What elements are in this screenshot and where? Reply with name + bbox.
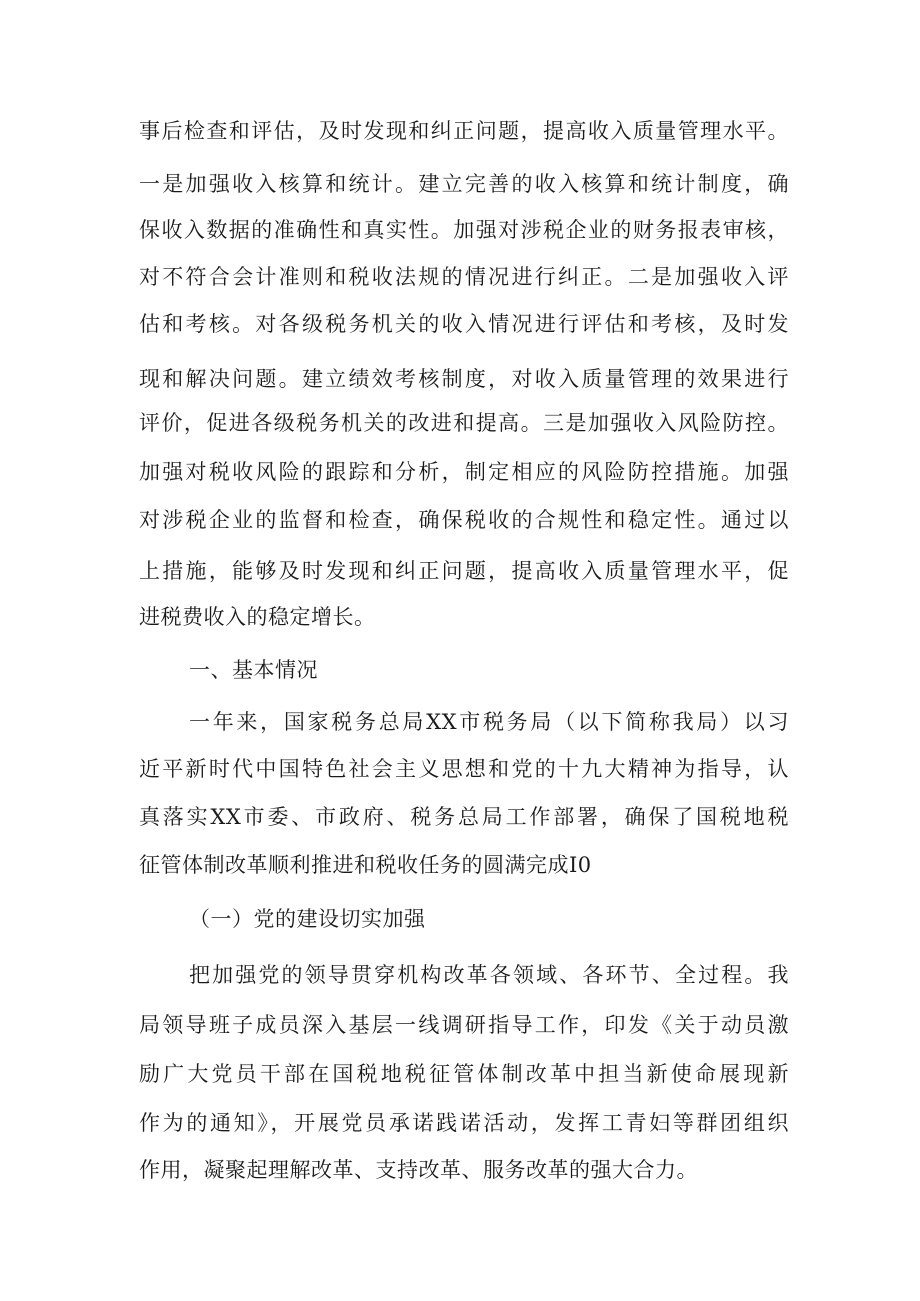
paragraph-line: 一年来，国家税务总局XX市税务局（以下简称我局）以习: [189, 710, 789, 734]
paragraph-line: 事后检查和评估，及时发现和纠正问题，提高收入质量管理水平。: [139, 119, 789, 143]
paragraph-line: 局领导班子成员深入基层一线调研指导工作，印发《关于动员激: [139, 1013, 789, 1037]
paragraph-line: 征管体制改革顺利推进和税收任务的圆满完成I0: [139, 853, 592, 877]
paragraph-line: 对不符合会计准则和税收法规的情况进行纠正。二是加强收入评: [139, 265, 789, 289]
paragraph-line: 励广大党员干部在国税地税征管体制改革中担当新使命展现新: [139, 1062, 789, 1086]
paragraph-line: 保收入数据的准确性和真实性。加强对涉税企业的财务报表审核，: [139, 218, 789, 242]
paragraph-line: 估和考核。对各级税务机关的收入情况进行评估和考核，及时发: [139, 312, 789, 336]
paragraph-line: 一是加强收入核算和统计。建立完善的收入核算和统计制度，确: [139, 172, 789, 196]
section-heading: 一、基本情况: [189, 658, 318, 682]
paragraph-line: 真落实XX市委、市政府、税务总局工作部署，确保了国税地税: [139, 805, 789, 829]
paragraph-line: 作用，凝聚起理解改革、支持改革、服务改革的强大合力。: [139, 1158, 698, 1182]
paragraph-line: 上措施，能够及时发现和纠正问题，提高收入质量管理水平，促: [139, 559, 789, 583]
subsection-heading: （一）党的建设切实加强: [189, 907, 426, 931]
paragraph-line: 加强对税收风险的跟踪和分析，制定相应的风险防控措施。加强: [139, 460, 789, 484]
paragraph-line: 现和解决问题。建立绩效考核制度，对收入质量管理的效果进行: [139, 367, 789, 391]
paragraph-line: 评价，促进各级税务机关的改进和提高。三是加强收入风险防控。: [139, 411, 789, 435]
paragraph-line: 把加强党的领导贯穿机构改革各领域、各环节、全过程。我: [189, 963, 789, 987]
paragraph-line: 近平新时代中国特色社会主义思想和党的十九大精神为指导，认: [139, 757, 789, 781]
paragraph-line: 对涉税企业的监督和检查，确保税收的合规性和稳定性。通过以: [139, 508, 789, 532]
paragraph-line: 作为的通知》，开展党员承诺践诺活动，发挥工青妇等群团组织: [139, 1111, 789, 1135]
paragraph-line: 进税费收入的稳定增长。: [139, 605, 376, 629]
